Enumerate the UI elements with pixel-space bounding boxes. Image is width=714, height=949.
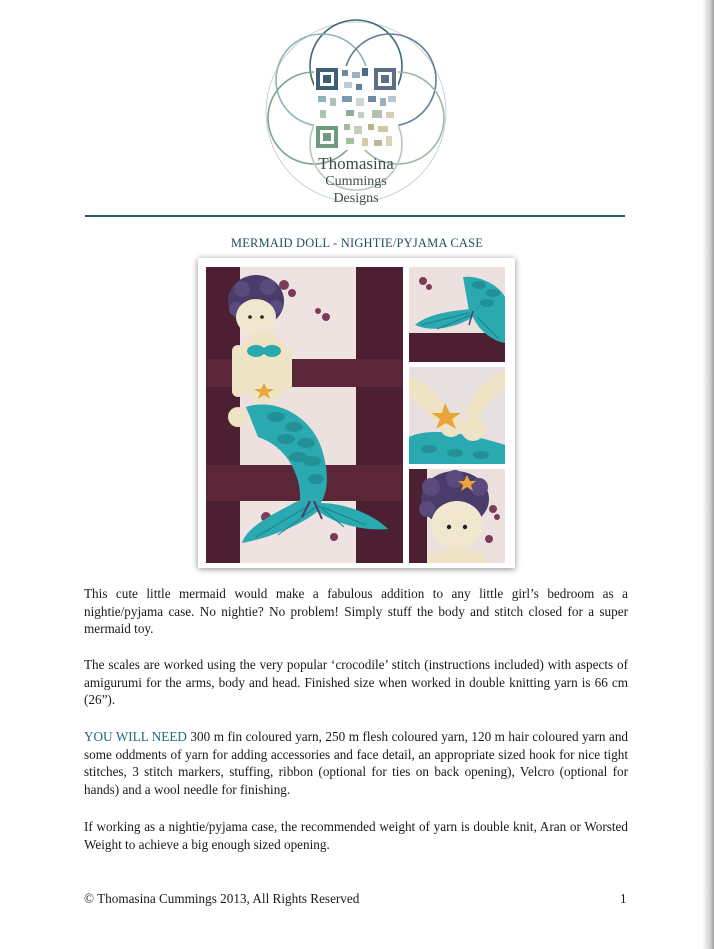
scales-paragraph: The scales are worked using the very popular ‘crocodile’ stitch (instructions included) with aspects of amigurumi for the arms, body and head. Finished size when worked in double knitting yarn is 66 cm (26”).	[84, 657, 628, 707]
header-divider	[85, 215, 625, 217]
page-edge-shadow	[702, 0, 714, 949]
brand-logo	[258, 14, 454, 210]
page-number: 1	[620, 891, 627, 906]
photo-collage	[198, 258, 515, 568]
mermaid-head-photo	[409, 469, 505, 563]
copyright-footer: © Thomasina Cummings 2013, All Rights Reserved	[84, 891, 360, 906]
pattern-title: MERMAID DOLL - NIGHTIE/PYJAMA CASE	[230, 236, 484, 250]
logo-name-line1: Thomasina	[318, 154, 394, 173]
yarn-weight-paragraph: If working as a nightie/pyjama case, the recommended weight of yarn is double knit, Aran or Worsted Weight to achieve a big enough sized opening.	[84, 819, 628, 852]
you-will-need-heading: YOU WILL NEED	[84, 729, 187, 744]
materials-list-text: 300 m fin coloured yarn, 250 m flesh coloured yarn, 120 m hair coloured yarn and some oddments of yarn for adding accessories and face detail, an appropriate sized hook for nice tight stitches, 3 stitch markers, stuffing, ribbon (optional for ties on back opening), Velcro (optional for hands) and a wool needle for finishing.	[84, 729, 629, 797]
logo-name-line2: Cummings	[325, 174, 387, 189]
logo-name-line3: Designs	[333, 191, 379, 206]
materials-paragraph	[84, 728, 628, 798]
mermaid-doll-main-photo	[206, 267, 403, 563]
intro-paragraph: This cute little mermaid would make a fabulous addition to any little girl’s bedroom as a nightie/pyjama case. No nightie? No problem! Simply stuff the body and stitch closed for a super mermaid toy.	[84, 586, 628, 636]
starfish-hands-photo	[409, 367, 505, 464]
mermaid-tail-photo	[409, 267, 505, 362]
